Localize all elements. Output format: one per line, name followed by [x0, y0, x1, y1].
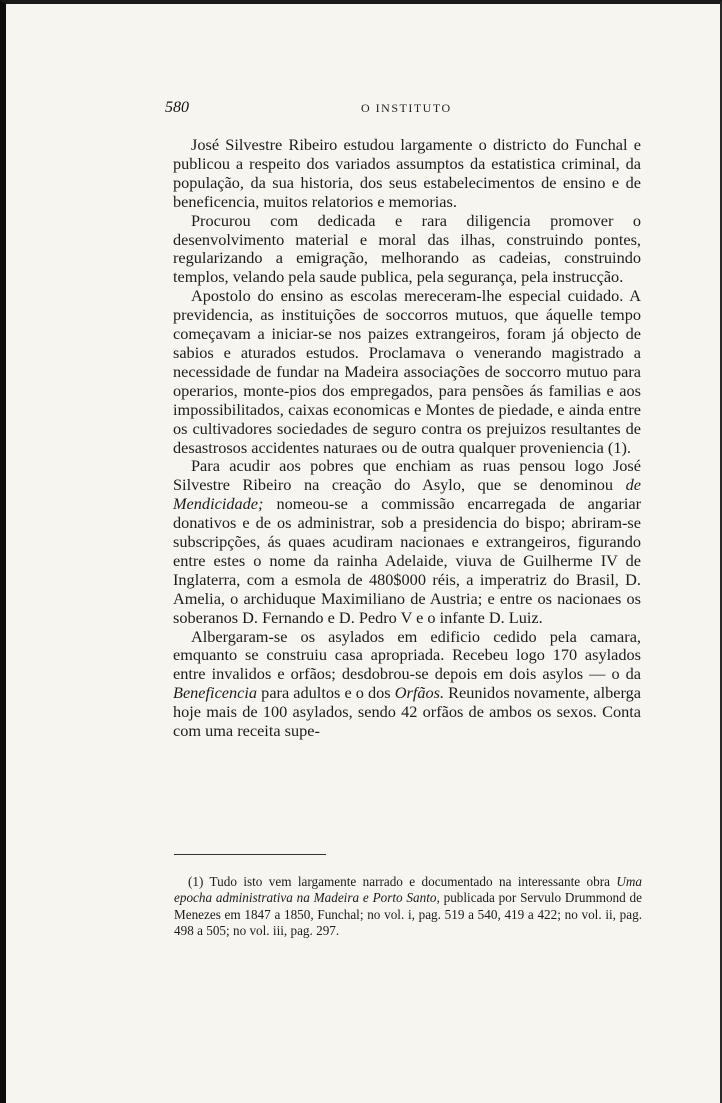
body-text [173, 136, 641, 741]
paragraph-4: Para acudir aos pobres que enchiam as ruas pensou logo José Silvestre Ribeiro na creação do Asylo, que se denominou de Mendicidade; nomeou-se a commissão encarregada de angariar donativos e de os administrar, sob a presidencia do bispo; abriram-se subscripções, ás quaes acudiram nacionaes e extrangeiros, figurando entre estes o nome da rainha Adelaide, viuva de Guilherme IV de Inglaterra, com a esmola de 480$000 réis, a imperatriz do Brasil, D. Amelia, o archiduque Maximiliano de Austria; e entre os nacionaes os soberanos D. Fernando e D. Pedro V e o infante D. Luiz. [173, 456, 641, 627]
paragraph-3: Apostolo do ensino as escolas mereceram-lhe especial cuidado. A previdencia, as instituições de soccorros mutuos, que áquelle tempo começavam a iniciar-se nos paizes extrangeiros, foram já objecto de sabios e aturados estudos. Proclamava o venerando magistrado a necessidade de fundar na Madeira associações de soccorro mutuo para operarios, monte-pios dos empregados, para pensões ás familias e aos impossibilitados, caixas economicas e Montes de piedade, e ainda entre os cultivadores sociedades de seguro contra os prejuizos resultantes de desastrosos accidentes naturaes ou de outra qualquer proveniencia (1). [173, 286, 641, 457]
page-number: 580 [165, 99, 189, 116]
footnote-rule [174, 854, 326, 855]
running-title: O INSTITUTO [361, 101, 452, 115]
italic-term: de Mendicidade; [173, 475, 641, 514]
running-head [165, 99, 645, 119]
footnote [174, 874, 642, 939]
paragraph-2: Procurou com dedicada e rara diligencia promover o desenvolvimento material e moral das ilhas, construindo pontes, regularizando a emigração, melhorando as cadeias, construindo templos, velando pela saude publica, pela segurança, pela instrucção. [173, 210, 641, 287]
paragraph-5: Albergaram-se os asylados em edificio cedido pela camara, emquanto se construiu casa apropriada. Recebeu logo 170 asylados entre invalidos e orfãos; desdobrou-se depois em dois asylos — o da Beneficencia para adultos e o dos Orfãos. Reunidos novamente, alberga hoje mais de 100 asylados, sendo 42 orfãos de ambos os sexos. Conta com uma receita supe- [173, 626, 641, 741]
footnote-text: (1) Tudo isto vem largamente narrado e documentado na interessante obra Uma epocha administrativa na Madeira e Porto Santo, publicada por Servulo Drummond de Menezes em 1847 a 1850, Funchal; no vol. i, pag. 519 a 540, 419 a 422; no vol. ii, pag. 498 a 505; no vol. iii, pag. 297. [174, 874, 643, 938]
italic-term: Beneficencia [173, 683, 258, 703]
footnote-book-title: Uma epocha administrativa na Madeira e Porto Santo, [174, 874, 642, 906]
italic-term: Orfãos. [394, 683, 445, 703]
paragraph-1: José Silvestre Ribeiro estudou largamente o districto do Funchal e publicou a respeito dos variados assumptos da estatistica criminal, da população, da sua historia, dos seus estabelecimentos de ensino e de beneficencia, muitos relatorios e memorias. [173, 135, 641, 211]
